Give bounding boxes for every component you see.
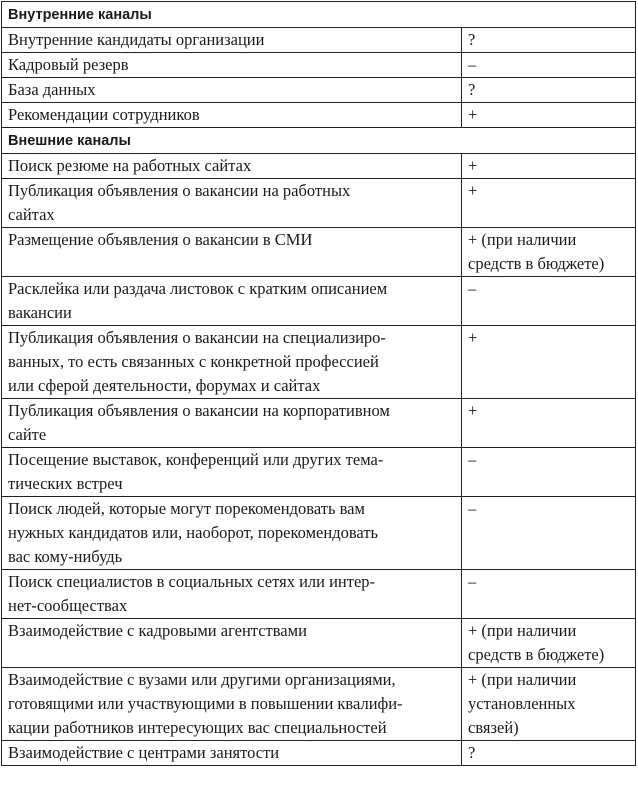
channel-name-cell-line: кации работников интересующих вас специальностей — [8, 718, 387, 737]
table-row — [2, 154, 636, 179]
channel-name-cell — [2, 78, 462, 103]
table-row — [2, 277, 636, 326]
channel-name-cell — [2, 448, 462, 497]
channel-value-cell-line: + — [468, 181, 478, 200]
table-row — [2, 399, 636, 448]
table-row — [2, 668, 636, 741]
channel-value-cell — [462, 668, 636, 741]
channel-value-cell — [462, 448, 636, 497]
channel-value-cell — [462, 619, 636, 668]
channel-value-cell — [462, 326, 636, 399]
table-row — [2, 741, 636, 766]
channel-name-cell-line: Взаимодействие с кадровыми агентствами — [8, 621, 307, 640]
channel-value-cell — [462, 78, 636, 103]
channel-name-cell-line: Поиск резюме на работных сайтах — [8, 156, 252, 175]
section-header-row — [2, 2, 636, 28]
channel-value-cell-line: средств в бюджете) — [468, 645, 605, 664]
channel-value-cell-line: + (при наличии — [468, 621, 577, 640]
channel-value-cell — [462, 179, 636, 228]
channel-name-cell — [2, 326, 462, 399]
channel-value-cell-line: связей) — [468, 718, 519, 737]
table-row — [2, 103, 636, 128]
channel-value-cell-line: + — [468, 105, 478, 124]
channel-value-cell — [462, 103, 636, 128]
channel-name-cell — [2, 497, 462, 570]
channel-value-cell — [462, 228, 636, 277]
channel-name-cell-line: Размещение объявления о вакансии в СМИ — [8, 230, 313, 249]
channel-name-cell — [2, 154, 462, 179]
table-body — [2, 2, 636, 766]
table-row — [2, 326, 636, 399]
table-row — [2, 228, 636, 277]
channel-name-cell-line: вакансии — [8, 303, 72, 322]
channel-name-cell — [2, 570, 462, 619]
table-row — [2, 619, 636, 668]
channel-name-cell-line: Поиск людей, которые могут порекомендовать вам — [8, 499, 365, 518]
channel-value-cell-line: – — [468, 499, 477, 518]
channel-name-cell — [2, 228, 462, 277]
channel-value-cell — [462, 53, 636, 78]
table-row — [2, 53, 636, 78]
channel-name-cell-line: Расклейка или раздача листовок с кратким описанием — [8, 279, 388, 298]
channel-name-cell-line: Публикация объявления о вакансии на специализиро- — [8, 328, 386, 347]
channel-name-cell-line: Публикация объявления о вакансии на корпоративном — [8, 401, 390, 420]
channel-name-cell-line: нужных кандидатов или, наоборот, порекомендовать — [8, 523, 379, 542]
table-row — [2, 179, 636, 228]
channel-name-cell-line: готовящими или участвующими в повышении квалифи- — [8, 694, 403, 713]
channel-name-cell — [2, 28, 462, 53]
table-row — [2, 570, 636, 619]
channel-name-cell — [2, 741, 462, 766]
channel-name-cell-line: Кадровый резерв — [8, 55, 129, 74]
channel-value-cell-line: – — [468, 450, 477, 469]
channel-name-cell-line: ванных, то есть связанных с конкретной профессией — [8, 352, 379, 371]
channel-name-cell-line: Поиск специалистов в социальных сетях или интер- — [8, 572, 376, 591]
channel-value-cell-line: – — [468, 572, 477, 591]
channel-value-cell-line: + — [468, 328, 478, 347]
channel-value-cell — [462, 28, 636, 53]
section-header-row — [2, 128, 636, 154]
channel-value-cell-line: – — [468, 55, 477, 74]
table-row — [2, 448, 636, 497]
channel-name-cell-line: сайтах — [8, 205, 55, 224]
section-title: Внешние каналы — [2, 128, 636, 154]
channel-value-cell-line: ? — [468, 743, 476, 762]
channel-value-cell-line: ? — [468, 30, 476, 49]
channel-name-cell-line: сайте — [8, 425, 47, 444]
channel-value-cell-line: средств в бюджете) — [468, 254, 605, 273]
channel-value-cell-line: – — [468, 279, 477, 298]
channel-name-cell-line: Рекомендации сотрудников — [8, 105, 200, 124]
recruitment-channels-table — [1, 1, 636, 766]
channel-value-cell-line: + — [468, 401, 478, 420]
channel-value-cell — [462, 277, 636, 326]
channel-value-cell — [462, 497, 636, 570]
channel-name-cell — [2, 399, 462, 448]
channel-name-cell-line: нет-сообществах — [8, 596, 128, 615]
section-title: Внутренние каналы — [2, 2, 636, 28]
channel-name-cell — [2, 668, 462, 741]
channel-value-cell-line: + — [468, 156, 478, 175]
channel-name-cell — [2, 277, 462, 326]
channel-value-cell — [462, 154, 636, 179]
channel-name-cell-line: Публикация объявления о вакансии на работных — [8, 181, 351, 200]
table-row — [2, 78, 636, 103]
channel-value-cell — [462, 741, 636, 766]
channel-name-cell-line: тических встреч — [8, 474, 123, 493]
channel-value-cell-line: + (при наличии — [468, 230, 577, 249]
table-row — [2, 497, 636, 570]
channel-name-cell — [2, 103, 462, 128]
channel-name-cell — [2, 619, 462, 668]
channel-name-cell-line: База данных — [8, 80, 96, 99]
channel-value-cell-line: + (при наличии — [468, 670, 577, 689]
channel-value-cell-line: ? — [468, 80, 476, 99]
channel-value-cell-line: установленных — [468, 694, 576, 713]
channel-name-cell-line: Посещение выставок, конференций или других тема- — [8, 450, 384, 469]
channel-name-cell-line: Взаимодействие с центрами занятости — [8, 743, 280, 762]
channel-name-cell-line: или сферой деятельности, форумах и сайтах — [8, 376, 321, 395]
table-row — [2, 28, 636, 53]
channel-value-cell — [462, 570, 636, 619]
channel-name-cell-line: Внутренние кандидаты организации — [8, 30, 265, 49]
channel-name-cell-line: вас кому-нибудь — [8, 547, 123, 566]
channel-value-cell — [462, 399, 636, 448]
channel-name-cell — [2, 179, 462, 228]
channel-name-cell — [2, 53, 462, 78]
channel-name-cell-line: Взаимодействие с вузами или другими организациями, — [8, 670, 396, 689]
